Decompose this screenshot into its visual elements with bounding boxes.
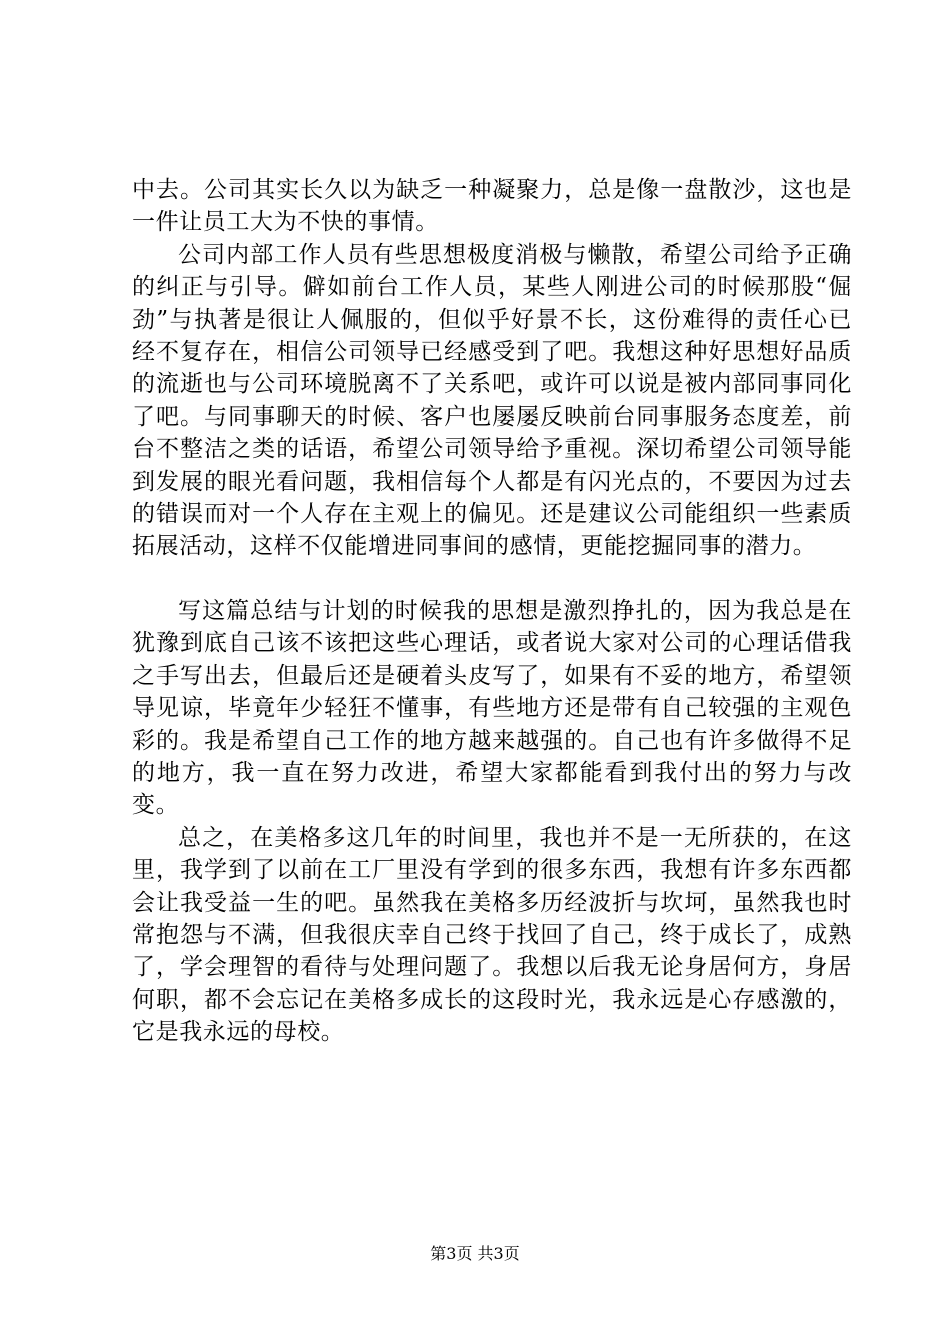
document-body (132, 174, 852, 1049)
paragraph-continuation: 中去。公司其实长久以为缺乏一种凝聚力，总是像一盘散沙，这也是一件让员工大为不快的事情。 (132, 177, 852, 236)
paragraph-staff-attitude: 公司内部工作人员有些思想极度消极与懒散，希望公司给予正确的纠正与引导。僻如前台工作人员，某些人刚进公司的时候那股“倔劲”与执著是很让人佩服的，但似乎好景不长，这份难得的责任心已经不复存在，相信公司领导已经感受到了吧。我想这种好思想好品质的流逝也与公司环境脱离不了关系吧，或许可以说是被内部同事同化了吧。与同事聊天的时候、客户也屡屡反映前台同事服务态度差，前台不整洁之类的话语，希望公司领导给予重视。深切希望公司领导能到发展的眼光看问题，我相信每个人都是有闪光点的，不要因为过去的错误而对一个人存在主观上的偏见。还是建议公司能组织一些素质拓展活动，这样不仅能增进同事间的感情，更能挖掘同事的潜力。 (132, 241, 852, 560)
paragraph-writing-reflection: 写这篇总结与计划的时候我的思想是激烈挣扎的，因为我总是在犹豫到底自己该不该把这些心理话，或者说大家对公司的心理话借我之手写出去，但最后还是硬着头皮写了，如果有不妥的地方，希望领导见谅，毕竟年少轻狂不懂事，有些地方还是带有自己较强的主观色彩的。我是希望自己工作的地方越来越强的。自己也有许多做得不足的地方，我一直在努力改进，希望大家都能看到我付出的努力与改变。 (132, 597, 852, 819)
paragraph-conclusion: 总之，在美格多这几年的时间里，我也并不是一无所获的，在这里，我学到了以前在工厂里没有学到的很多东西，我想有许多东西都会让我受益一生的吧。虽然我在美格多历经波折与坎坷，虽然我也时常抱怨与不满，但我很庆幸自己终于找回了自己，终于成长了，成熟了，学会理智的看待与处理问题了。我想以后我无论身居何方，身居何职，都不会忘记在美格多成长的这段时光，我永远是心存感激的，它是我永远的母校。 (132, 824, 852, 1046)
page-number-footer: 第3页 共3页 (430, 1244, 520, 1263)
